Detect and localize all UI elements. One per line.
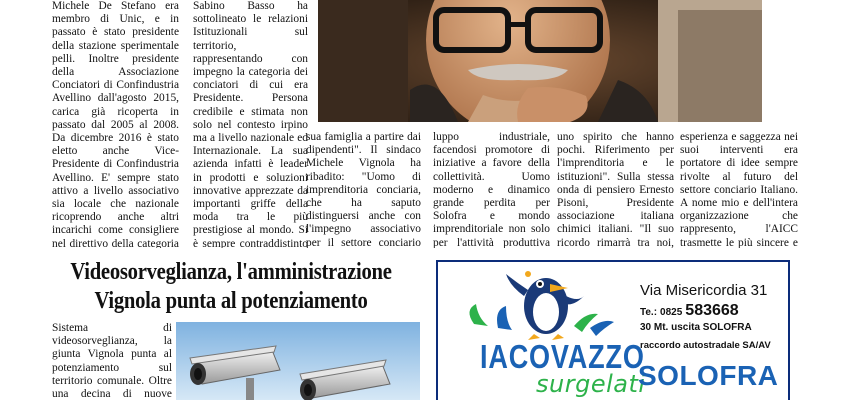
cctv-camera-illustration — [176, 322, 420, 400]
article-column-4: luppo industriale, facendosi promotore di iniziative a favore della collettività. Uomo moderno e dinamico grande perdita per Solofra e mondo imprenditoriale non solo per l'attività produttiva — [433, 131, 550, 248]
ad-exit-info: 30 Mt. uscita SOLOFRA — [640, 322, 752, 333]
article-column-2: Sabino Basso ha sottolineato le relazioni Istituzionali sul territorio, rappresentando con impegno la categoria dei conciatori di cui era Presidente. Persona credibile e stimata non solo nel contesto irpino ma a livello nazionale ed Internazionale. La sua azienda infatti è leader in prodotti e soluzioni innovative apprezzate da importanti griffe della moda tra le più prestigiose al mondo. Si è sempre contraddistinto — [193, 0, 308, 248]
article-column-1: Michele De Stefano era membro di Unic, e in passato è stato presidente della stazione sperimentale pelli. Inoltre presidente della Associazione Conciatori di Confindustria Avellino dall'agosto 2015, carica già ricoperta in passato dal 2005 al 2008. Da dicembre 2016 è stato eletto anche Vice-Presidente di Confindustria Avellino. E' sempre stato attivo a livello associativo sia locale che nazionale ricoprendo anche altri incarichi come consigliere nel direttivo della categoria — [52, 0, 179, 248]
ad-phone — [640, 302, 739, 320]
ad-phone-label: Te.: — [640, 307, 658, 318]
article-column-3: sua famiglia a partire dai dipendenti". Il sindaco Michele Vignola ha ribadito: "Uomo di imprenditoria conciaria, che ha saputo distinguersi anche con l'impegno associativo per il settore conciario — [306, 131, 421, 248]
penguin-mascot-icon — [454, 266, 634, 346]
ad-phone-number: 583668 — [685, 302, 739, 319]
ad-brand-area — [454, 266, 646, 400]
article-column-6: esperienza e saggezza nei suoi interventi era portatore di idee sempre rivolte al futuro del settore conciario Italiano. A nome mio e dell'intera organizzazione che rappresento, l'AICC trasmette le più sincere e — [680, 131, 798, 248]
advertisement — [436, 260, 790, 400]
cctv-camera-photo — [176, 322, 420, 400]
ad-brand-subtitle: surgelati — [536, 370, 646, 398]
headline-line-1: Videosorveglianza, l'amministrazione — [70, 259, 392, 285]
ad-brand-name: IACOVAZZO — [480, 338, 645, 375]
article-body: Sistema di videosorveglianza, la giunta Vignola punta al potenziamento sul territorio comunale. Oltre una decina di nuove — [52, 322, 172, 400]
headline-line-2: Vignola punta al potenziamento — [94, 288, 368, 314]
ad-address: Via Misericordia 31 — [640, 282, 768, 299]
article-headline — [67, 258, 396, 316]
portrait-photo — [318, 0, 762, 122]
ad-phone-prefix: 0825 — [660, 307, 683, 318]
ad-road-info: raccordo autostradale SA/AV — [640, 340, 771, 351]
portrait-illustration — [318, 0, 762, 122]
article-column-5: uno spirito che hanno pochi. Riferimento per l'imprenditoria e le istituzioni". Sulla stessa onda di pensiero Ernesto Pisoni, Presidente associazione italiana chimici italiani. "Il suo ricordo rimarrà tra noi, — [557, 131, 674, 248]
ad-city: SOLOFRA — [638, 360, 779, 391]
